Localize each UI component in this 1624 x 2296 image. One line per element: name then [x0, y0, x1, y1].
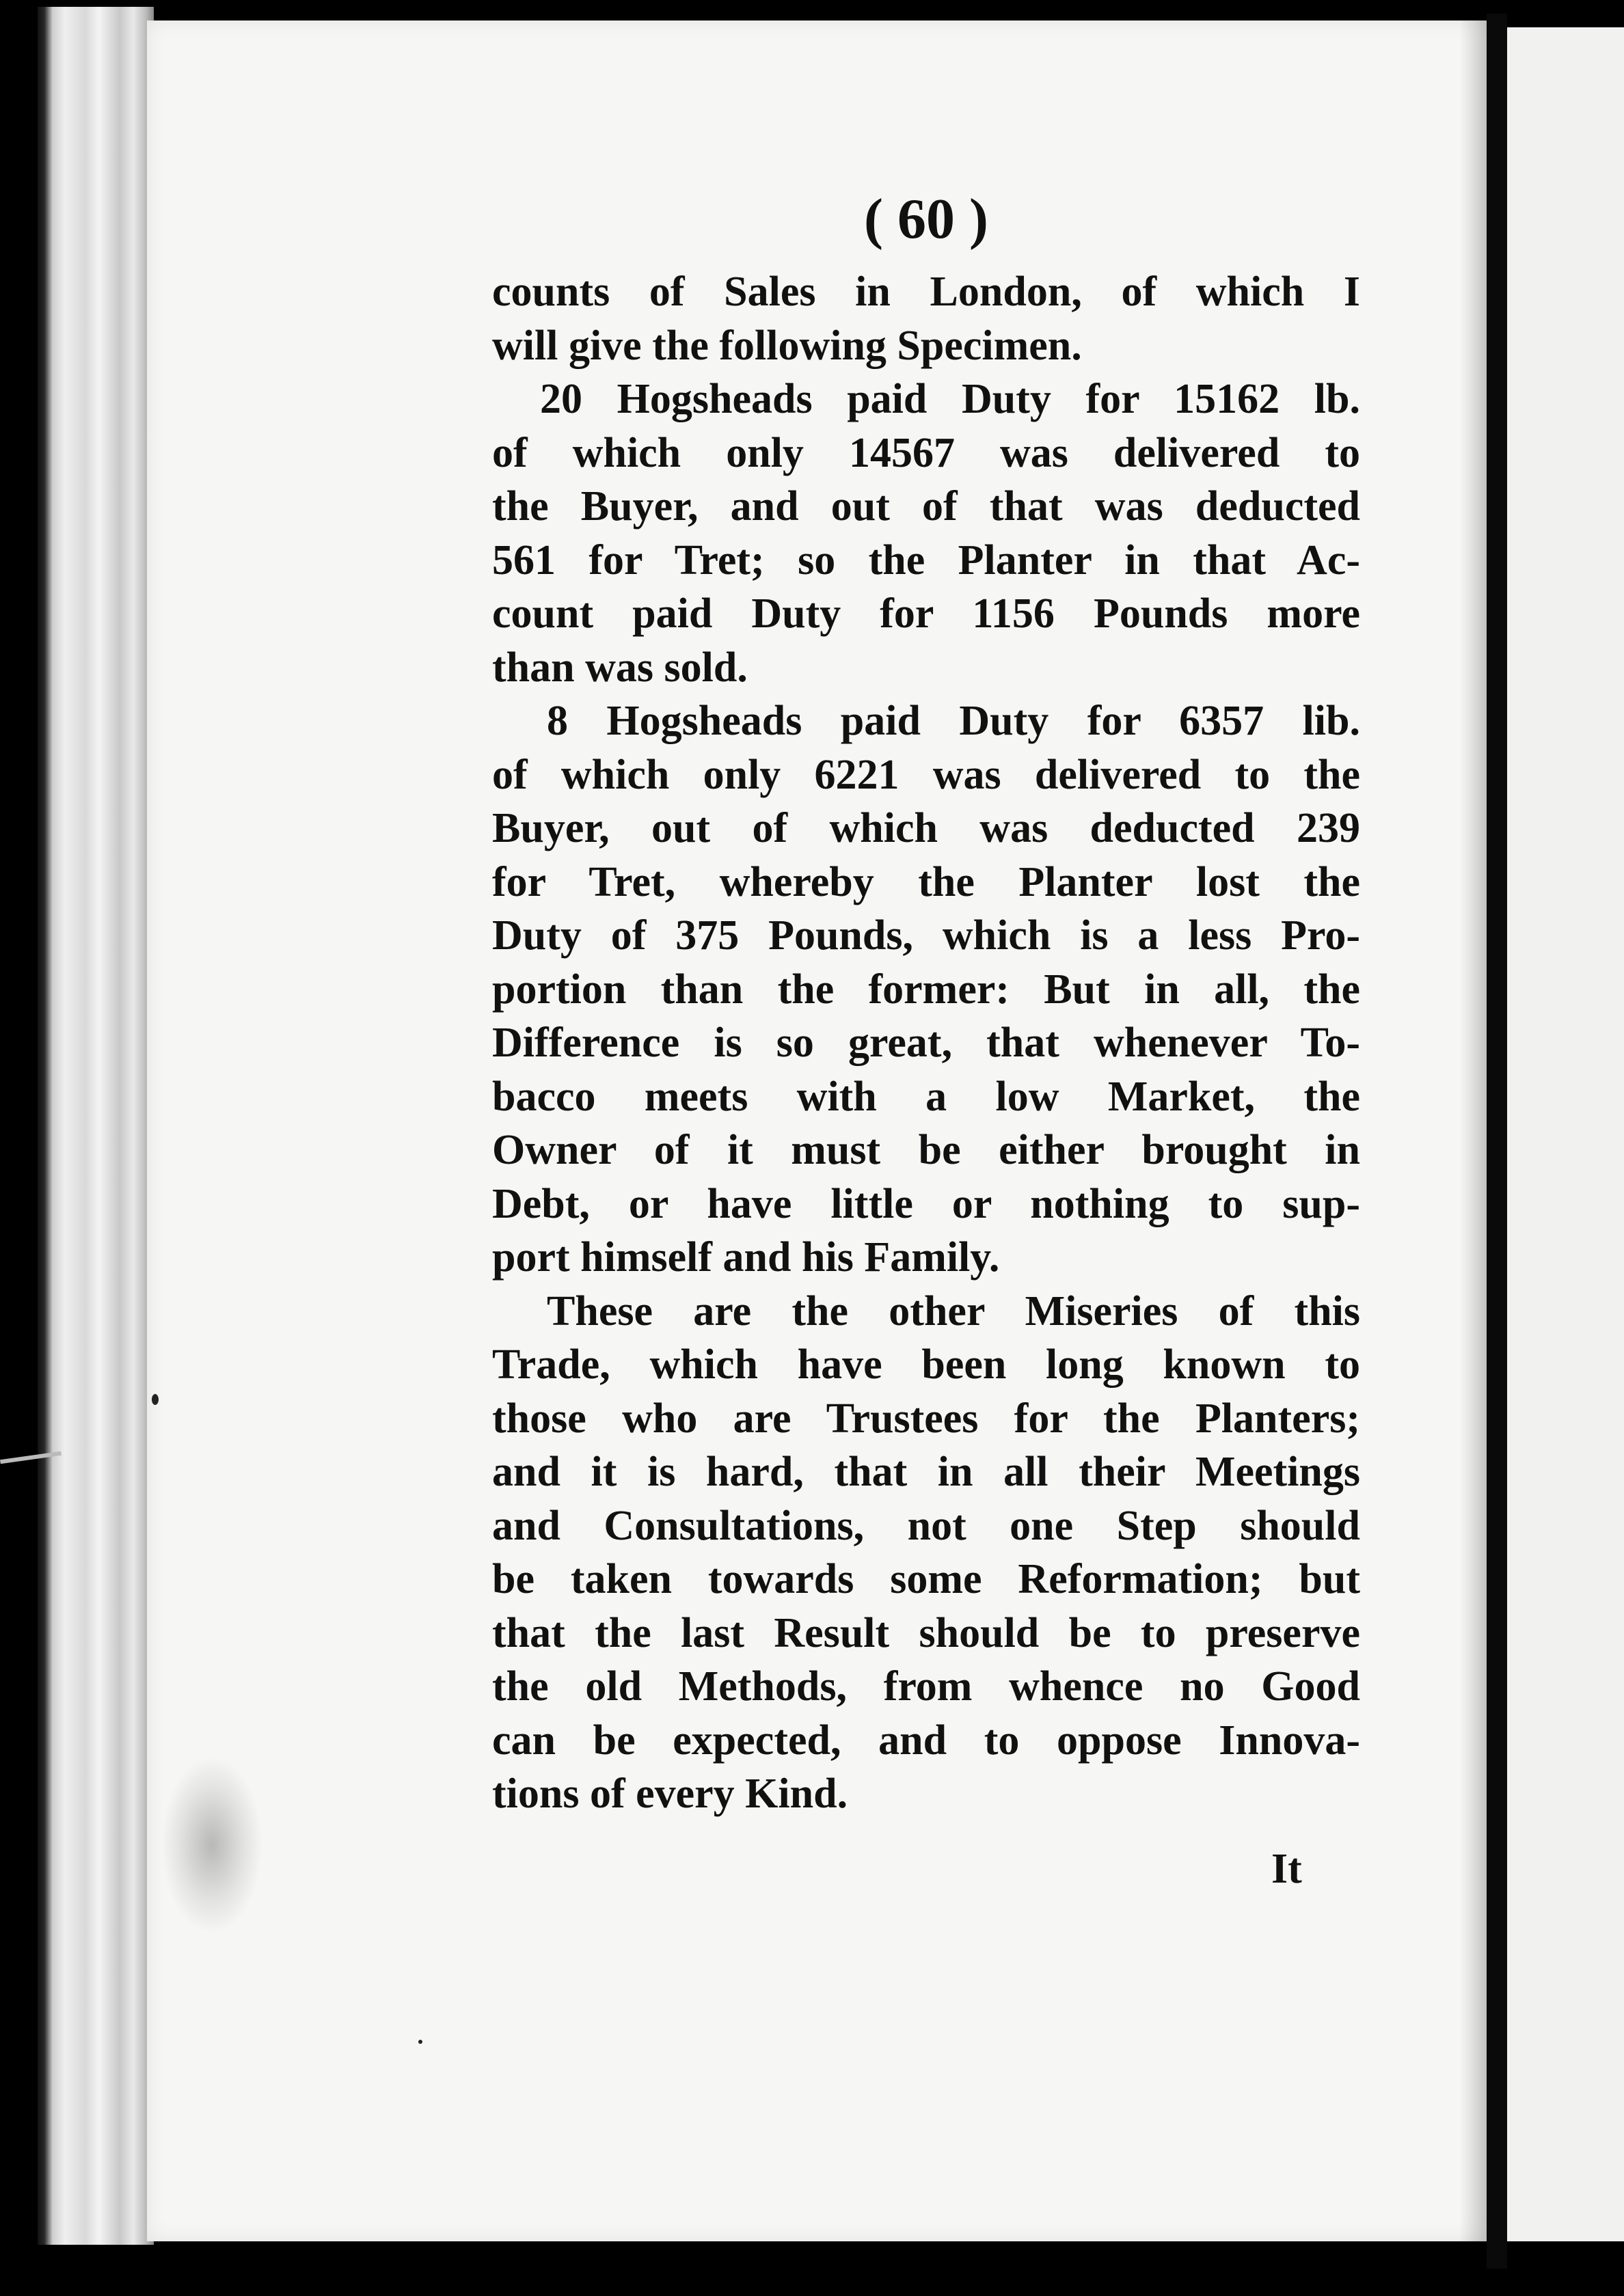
text-line: be taken towards some Reformation; but: [492, 1556, 1360, 1602]
ink-speck: [152, 1394, 159, 1405]
text-line: Owner of it must be either brought in: [492, 1127, 1360, 1173]
text-line: These are the other Miseries of this: [547, 1287, 1360, 1335]
text-line: Difference is so great, that whenever To-: [492, 1020, 1360, 1066]
text-line: count paid Duty for 1156 Pounds more: [492, 590, 1360, 637]
text-line: and Consultations, not one Step should: [492, 1502, 1360, 1549]
text-line: 561 for Tret; so the Planter in that Ac-: [492, 536, 1360, 584]
text-line: bacco meets with a low Market, the: [492, 1073, 1360, 1120]
facing-page-edge: [1507, 27, 1624, 2241]
text-line: 8 Hogsheads paid Duty for 6357 lib.: [547, 698, 1360, 744]
ink-speck: [418, 2040, 422, 2044]
text-line: counts of Sales in London, of which I: [492, 269, 1360, 315]
text-line: tions of every Kind.: [492, 1771, 848, 1817]
text-line: port himself and his Family.: [492, 1234, 1000, 1281]
text-line: 20 Hogsheads paid Duty for 15162 lb.: [540, 376, 1360, 422]
paragraph: [492, 694, 1360, 1285]
body-text: [492, 265, 1360, 1821]
text-line: will give the following Specimen.: [492, 322, 1082, 369]
book-binding-edge: [38, 7, 154, 2245]
text-line: of which only 6221 was delivered to the: [492, 751, 1360, 798]
text-line: portion than the former: But in all, the: [492, 966, 1360, 1013]
page-gap: [1487, 14, 1507, 2269]
text-line: Duty of 375 Pounds, which is a less Pro-: [492, 912, 1360, 959]
text-line: for Tret, whereby the Planter lost the: [492, 858, 1360, 905]
gutter-shadow: [1459, 20, 1487, 2241]
text-line: the old Methods, from whence no Good: [492, 1663, 1360, 1710]
page-number-header: ( 60 ): [864, 187, 988, 251]
text-line: than was sold.: [492, 644, 748, 691]
catchword: It: [1271, 1846, 1302, 1892]
paragraph: [492, 265, 1360, 372]
text-line: those who are Trustees for the Planters;: [492, 1395, 1360, 1442]
ink-smudge: [161, 1756, 263, 1934]
text-line: Debt, or have little or nothing to sup-: [492, 1180, 1360, 1227]
paragraph: [492, 1285, 1360, 1821]
text-line: Trade, which have been long known to: [492, 1341, 1360, 1388]
paragraph: [492, 372, 1360, 694]
text-line: Buyer, out of which was deducted 239: [492, 805, 1360, 851]
text-line: and it is hard, that in all their Meetings: [492, 1449, 1360, 1495]
text-line: of which only 14567 was delivered to: [492, 429, 1360, 476]
text-line: the Buyer, and out of that was deducted: [492, 483, 1360, 530]
text-line: that the last Result should be to preserve: [492, 1609, 1360, 1656]
text-line: can be expected, and to oppose Innova-: [492, 1717, 1360, 1764]
